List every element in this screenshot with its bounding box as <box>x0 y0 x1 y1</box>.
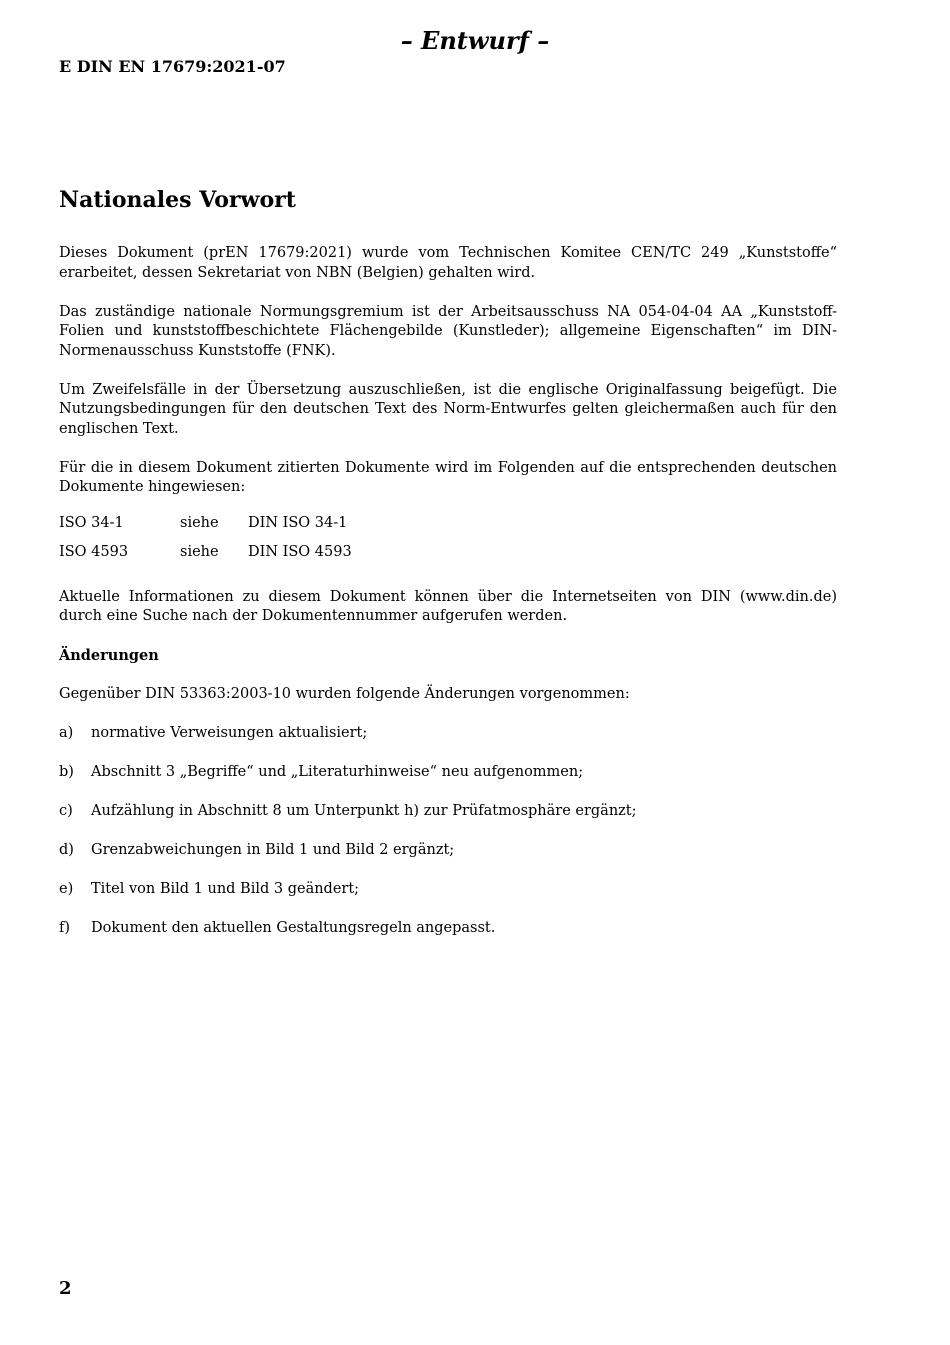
page-number: 2 <box>59 1278 72 1299</box>
list-text: Abschnitt 3 „Begriffe“ und „Literaturhinweise“ neu aufgenommen; <box>91 764 584 780</box>
list-letter: f) <box>59 920 71 936</box>
list-letter: a) <box>59 725 74 741</box>
reference-din: DIN ISO 34-1 <box>248 515 348 532</box>
paragraph-info: Aktuelle Informationen zu diesem Dokument können über die Internetseiten von DIN (www.din.de) durch eine Suche nach der Dokumentennummer aufgerufen werden. <box>59 588 837 624</box>
list-item <box>59 919 837 939</box>
list-text: Titel von Bild 1 und Bild 3 geändert; <box>91 881 360 897</box>
changes-intro: Gegenüber DIN 53363:2003-10 wurden folgende Änderungen vorgenommen: <box>59 686 630 702</box>
list-letter: c) <box>59 803 73 819</box>
reference-row <box>59 539 837 568</box>
list-item <box>59 763 837 783</box>
list-item <box>59 724 837 744</box>
reference-iso: ISO 34-1 <box>59 515 124 532</box>
list-letter: d) <box>59 842 74 858</box>
paragraph-national-body: Das zuständige nationale Normungsgremium ist der Arbeitsausschuss NA 054-04-04 AA „Kunststoff-Folien und kunststoffbeschichtete Flächengebilde (Kunstleder); allgemeine Eigenschaften“ im DIN-Normenausschuss Kunststoffe (FNK). <box>59 303 837 359</box>
list-text: normative Verweisungen aktualisiert; <box>91 725 368 741</box>
list-item <box>59 841 837 861</box>
list-letter: e) <box>59 881 74 897</box>
changes-heading: Änderungen <box>59 647 159 664</box>
list-item <box>59 802 837 822</box>
reference-row <box>59 510 837 539</box>
reference-din: DIN ISO 4593 <box>248 544 352 561</box>
list-letter: b) <box>59 764 74 780</box>
reference-iso: ISO 4593 <box>59 544 129 561</box>
paragraph-references-intro: Für die in diesem Dokument zitierten Dokumente wird im Folgenden auf die entsprechenden deutschen Dokumente hingewiesen: <box>59 459 837 495</box>
list-text: Aufzählung in Abschnitt 8 um Unterpunkt h) zur Prüfatmosphäre ergänzt; <box>91 803 637 819</box>
reference-see: siehe <box>180 544 219 561</box>
list-item <box>59 880 837 900</box>
reference-table <box>59 510 837 568</box>
draft-label: – Entwurf – <box>400 26 550 55</box>
list-text: Dokument den aktuellen Gestaltungsregeln angepasst. <box>91 920 496 936</box>
paragraph-translation: Um Zweifelsfälle in der Übersetzung auszuschließen, ist die englische Originalfassung beigefügt. Die Nutzungsbedingungen für den deutschen Text des Norm-Entwurfes gelten gleichermaßen auch für den englischen Text. <box>59 381 837 437</box>
page-title: Nationales Vorwort <box>59 187 296 213</box>
document-id: E DIN EN 17679:2021-07 <box>59 57 286 76</box>
list-text: Grenzabweichungen in Bild 1 und Bild 2 ergänzt; <box>91 842 455 858</box>
main-content <box>59 185 837 958</box>
paragraph-committee: Dieses Dokument (prEN 17679:2021) wurde vom Technischen Komitee CEN/TC 249 „Kunststoffe“ erarbeitet, dessen Sekretariat von NBN (Belgien) gehalten wird. <box>59 245 837 281</box>
reference-see: siehe <box>180 515 219 532</box>
